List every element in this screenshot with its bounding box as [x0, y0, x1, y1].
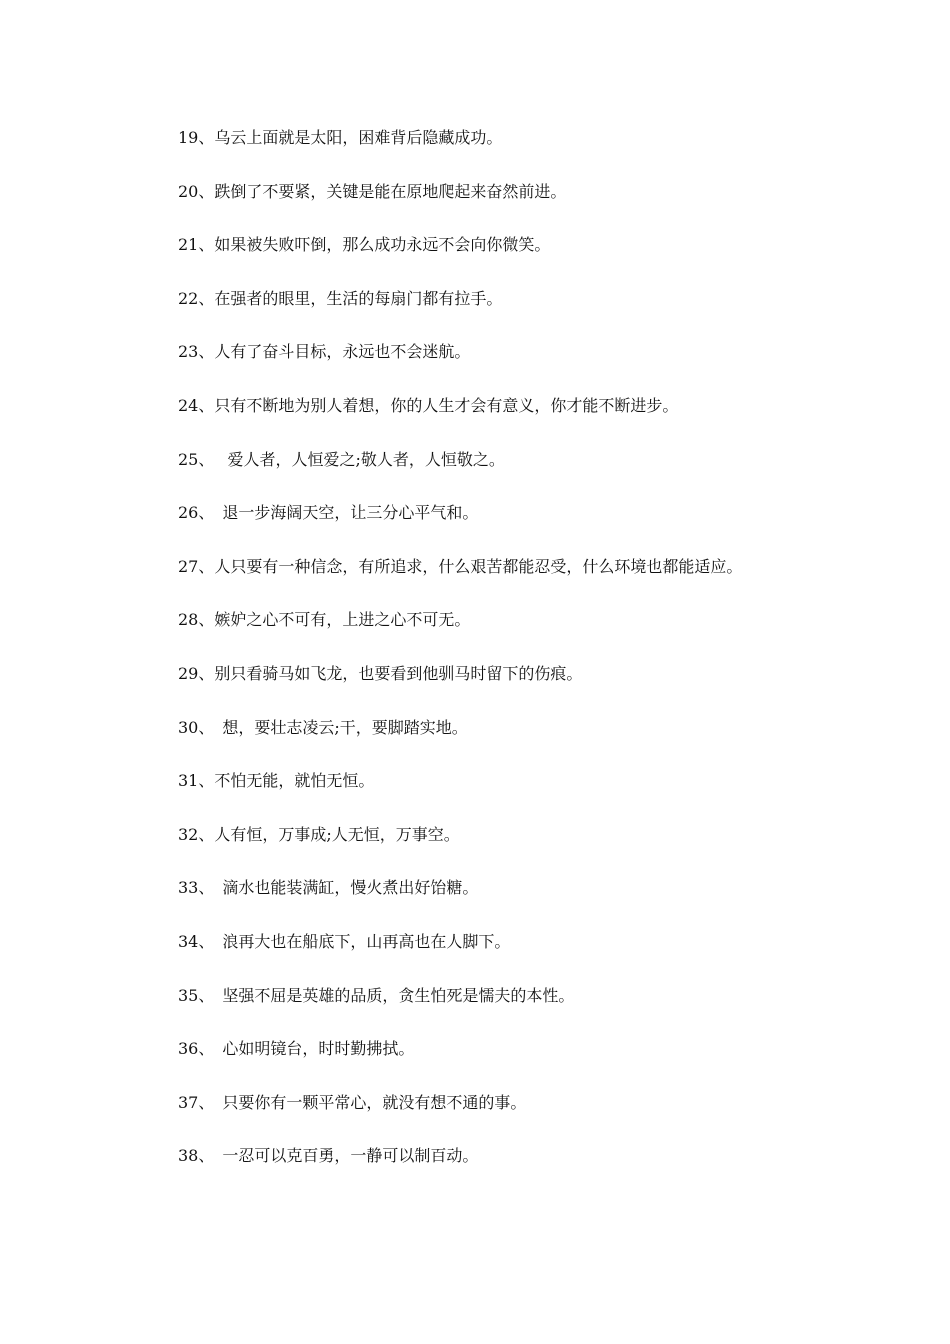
quote-line-22: 22、在强者的眼里，生活的每扇门都有拉手。 [178, 288, 503, 308]
quote-line-31: 31、不怕无能，就怕无恒。 [178, 771, 375, 791]
quote-line-33: 33、 滴水也能装满缸，慢火煮出好饴糖。 [178, 878, 479, 898]
quote-line-34: 34、 浪再大也在船底下，山再高也在人脚下。 [178, 931, 511, 951]
quote-line-19: 19、乌云上面就是太阳，困难背后隐藏成功。 [178, 128, 503, 147]
quote-list [178, 125, 918, 1197]
quote-line-36: 36、 心如明镜台，时时勤拂拭。 [178, 1039, 415, 1059]
quote-line-23: 23、人有了奋斗目标，永远也不会迷航。 [178, 342, 471, 362]
quote-line-21: 21、如果被失败吓倒，那么成功永远不会向你微笑。 [178, 235, 551, 255]
quote-line-32: 32、人有恒，万事成;人无恒，万事空。 [178, 824, 460, 844]
quote-line-26: 26、 退一步海阔天空，让三分心平气和。 [178, 503, 479, 523]
quote-line-35: 35、 坚强不屈是英雄的品质，贪生怕死是懦夫的本性。 [178, 985, 575, 1005]
quote-line-37: 37、 只要你有一颗平常心，就没有想不通的事。 [178, 1092, 527, 1112]
quote-line-29: 29、别只看骑马如飞龙，也要看到他驯马时留下的伤痕。 [178, 663, 583, 683]
quote-line-28: 28、嫉妒之心不可有，上进之心不可无。 [178, 610, 471, 630]
quote-line-27: 27、人只要有一种信念，有所追求，什么艰苦都能忍受，什么环境也都能适应。 [178, 556, 743, 576]
quote-line-25: 25、 爱人者，人恒爱之;敬人者，人恒敬之。 [178, 449, 505, 469]
quote-line-20: 20、跌倒了不要紧，关键是能在原地爬起来奋然前进。 [178, 181, 567, 201]
quote-line-30: 30、 想，要壮志凌云;干，要脚踏实地。 [178, 717, 468, 737]
quote-line-24: 24、只有不断地为别人着想，你的人生才会有意义，你才能不断进步。 [178, 395, 679, 415]
quote-line-38: 38、 一忍可以克百勇，一静可以制百动。 [178, 1146, 479, 1166]
